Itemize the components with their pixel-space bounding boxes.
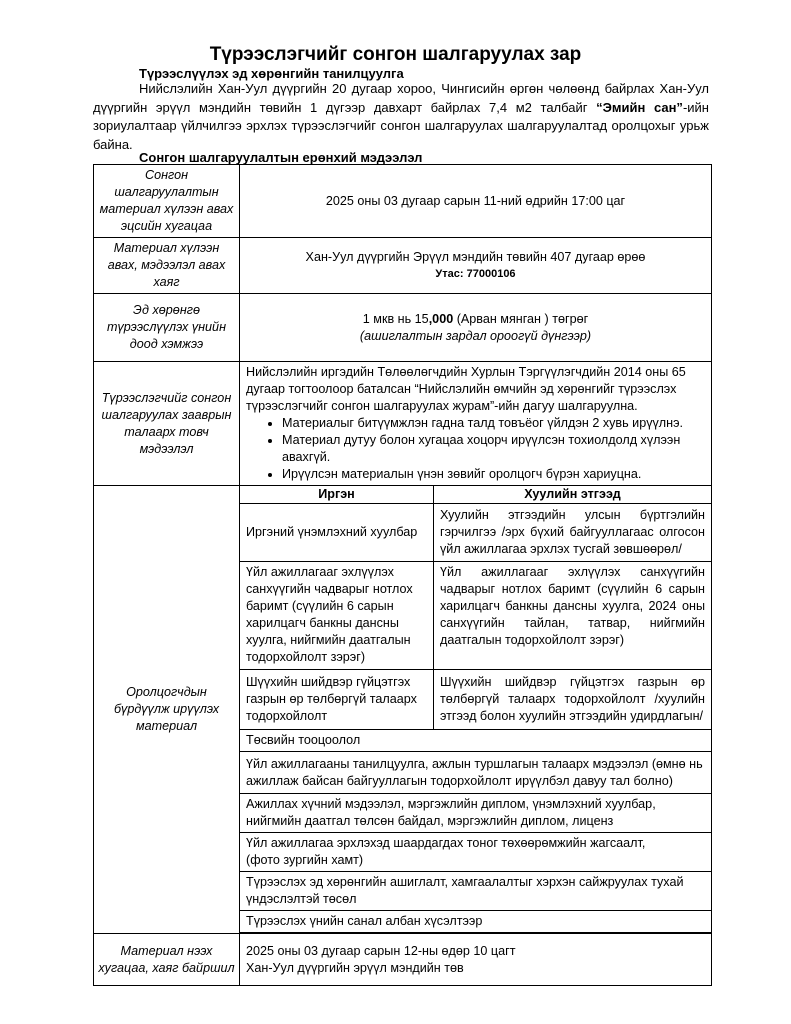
- phone-value: Утас: 77000106: [435, 267, 516, 280]
- price-label: Эд хөрөнгө түрээслүүлэх үнийн доод хэмжээ: [94, 294, 240, 362]
- opening-cell: [240, 934, 712, 986]
- intro-text-2: -ийн зориулалтаар үйлчилгээ эрхлэх түрээслэгчийг сонгон шалгаруулах шалгаруулалтад оролцохыг урьж байна.: [93, 99, 709, 152]
- intro-paragraph: [93, 80, 709, 154]
- price-value: [246, 311, 705, 328]
- citizen-cell: Иргэний үнэмлэхний хуулбар: [240, 504, 434, 562]
- materials-label: Оролцогчдын бүрдүүлж ирүүлэх материал: [94, 486, 240, 934]
- table-row: [94, 294, 712, 362]
- opening-date: 2025 оны 03 дугаар сарын 12-ны өдөр 10 цагт: [246, 943, 516, 958]
- opening-place: Хан-Уул дүүргийн эрүүл мэндийн төв: [246, 960, 464, 975]
- equipment-line-2: (фото зургийн хамт): [246, 853, 364, 867]
- entity-cell: Шүүхийн шийдвэр гүйцэтгэх газрын өр төлбөргүй талаарх тодорхойлолт /хуулийн этгээд болон хуулийн этгээдийн удирдлагын/: [434, 670, 712, 730]
- address-label: Материал хүлээн авах, мэдээлэл авах хаяг: [94, 238, 240, 294]
- list-item: • Материалыг битүүмжлэн гадна талд товъёог үйлдэн 2 хувь ирүүлнэ.: [282, 415, 705, 432]
- price-cell: [240, 294, 712, 362]
- common-item: Үйл ажиллагааны танилцуулга, ажлын туршлагын талаарх мэдээлэл (өмнө нь ажиллаж байсан байгууллагын тодорхойлолт ирүүлбэл давуу тал болно): [240, 752, 712, 794]
- common-item: Төсвийн тооцоолол: [240, 730, 712, 752]
- price-value-a: 1 мкв нь 15: [362, 311, 429, 326]
- table-row: [94, 238, 712, 294]
- instructions-cell: [240, 362, 712, 486]
- instructions-text: Нийслэлийн иргэдийн Төлөөлөгчдийн Хурлын Тэргүүлэгчдийн 2014 оны 65 дугаар тогтоолоор баталсан “Нийслэлийн өмчийн эд хөрөнгийг түрээслэх түрээслэгчийг сонгон шалгаруулах журам”-ийн дагуу шалгаруулна.: [246, 365, 686, 413]
- table-row: [94, 486, 712, 504]
- instructions-list: [246, 415, 705, 483]
- info-table: [93, 164, 712, 986]
- price-value-c: (Арван мянган ) төгрөг: [453, 311, 589, 326]
- address-cell: [240, 238, 712, 294]
- entity-cell: Үйл ажиллагааг эхлүүлэх санхүүгийн чадварыг нотлох баримт (сүүлийн 6 сарын харилцагч банкны дансны хуулга, 2024 оны санхүүгийн тайлан, татвар, нийгмийн даатгалын тодорхойлолт зэрэг): [434, 562, 712, 670]
- column-header-citizen: Иргэн: [240, 486, 434, 504]
- common-item-equipment: [240, 833, 712, 872]
- common-item: Ажиллах хүчний мэдээлэл, мэргэжлийн диплом, үнэмлэхний хуулбар, нийгмийн даатгал төлсөн байдал, мэргэжлийн диплом, лиценз: [240, 794, 712, 833]
- common-item: Түрээслэх эд хөрөнгийн ашиглалт, хамгаалалтыг хэрхэн сайжруулах тухай үндэслэлтэй төсөл: [240, 872, 712, 911]
- price-value-b: ,000: [428, 311, 454, 326]
- table-row: [94, 362, 712, 486]
- price-note: (ашиглалтын зардал ороогүй дүнгээр): [359, 328, 592, 343]
- instructions-label: Түрээслэгчийг сонгон шалгаруулах зааврын талаарх товч мэдээлэл: [94, 362, 240, 486]
- column-header-entity: Хуулийн этгээд: [434, 486, 712, 504]
- intro-bold: “Эмийн сан”: [596, 99, 683, 115]
- citizen-cell: Шүүхийн шийдвэр гүйцэтгэх газрын өр төлбөргүй талаарх тодорхойлолт: [240, 670, 434, 730]
- document-title: Түрээслэгчийг сонгон шалгаруулах зар: [209, 44, 582, 65]
- list-item: • Ирүүлсэн материалын үнэн зөвийг оролцогч бүрэн хариуцна.: [282, 466, 705, 483]
- opening-label: Материал нээх хугацаа, хаяг байршил: [94, 934, 240, 986]
- table-row: [94, 165, 712, 238]
- address-value: Хан-Уул дүүргийн Эрүүл мэндийн төвийн 407 дугаар өрөө: [305, 249, 646, 264]
- equipment-line-1: Үйл ажиллагаа эрхлэхэд шаардагдах тоног төхөөрөмжийн жагсаалт,: [246, 836, 646, 850]
- entity-cell: Хуулийн этгээдийн улсын бүртгэлийн гэрчилгээ /эрх бүхий байгууллагаас олгосон үйл ажиллагаа эрхлэх тусгай зөвшөөрөл/: [434, 504, 712, 562]
- table-row: [94, 934, 712, 986]
- intro-text-1: Нийслэлийн Хан-Уул дүүргийн 20 дугаар хороо, Чингисийн өргөн чөлөөнд байрлах Хан-Уул дүүргийн эрүүл мэндийн төвийн 1 дүгээр давхарт байрлах 7,4 м2 талбайг: [93, 81, 709, 115]
- section-heading: Сонгон шалгаруулалтын ерөнхий мэдээлэл: [139, 150, 423, 165]
- intro-heading: Түрээслүүлэх эд хөрөнгийн танилцуулга: [139, 66, 404, 81]
- deadline-value: 2025 оны 03 дугаар сарын 11-ний өдрийн 17:00 цаг: [240, 165, 712, 238]
- citizen-cell: Үйл ажиллагааг эхлүүлэх санхүүгийн чадварыг нотлох баримт (сүүлийн 6 сарын харилцагч банкны дансны хуулга, нийгмийн даатгалын тодорхойлолт зэрэг): [240, 562, 434, 670]
- deadline-label: Сонгон шалгаруулалтын материал хүлээн авах эцсийн хугацаа: [94, 165, 240, 238]
- common-item: Түрээслэх үнийн санал албан хүсэлтээр: [240, 911, 712, 933]
- list-item: • Материал дутуу болон хугацаа хоцорч ирүүлсэн тохиолдолд хүлээн авахгүй.: [282, 432, 705, 466]
